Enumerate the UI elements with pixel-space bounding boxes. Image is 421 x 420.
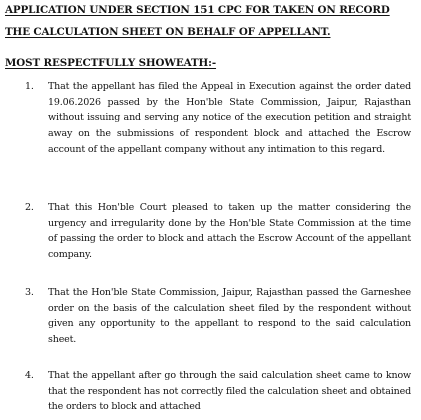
paragraph-number: 2. xyxy=(25,202,34,213)
paragraph-number: 3. xyxy=(25,287,34,298)
paragraph-number: 4. xyxy=(25,370,34,381)
paragraph-2 xyxy=(25,200,411,263)
paragraph-4 xyxy=(25,368,411,415)
paragraph-1 xyxy=(25,79,411,158)
paragraph-text: That the appellant after go through the said calculation sheet came to know that the respondent has not correctly filed the calculation sheet and obtained the orders to block and attached xyxy=(48,370,411,413)
paragraph-number: 1. xyxy=(25,81,34,92)
application-heading-line-2: THE CALCULATION SHEET ON BEHALF OF APPELLANT. xyxy=(5,26,331,38)
application-heading-line-1: APPLICATION UNDER SECTION 151 CPC FOR TAKEN ON RECORD xyxy=(5,4,390,16)
paragraph-text: That the appellant has filed the Appeal in Execution against the order dated 19.06.2026 passed by the Hon'ble State Commission, Jaipur, Rajasthan without issuing and serving any notice of the execution petition and straight away on the submissions of respondent block and attached the Escrow account of the appellant company without any intimation to this regard. xyxy=(48,81,411,155)
salutation-heading: MOST RESPECTFULLY SHOWEATH:- xyxy=(5,57,217,69)
paragraph-text: That this Hon'ble Court pleased to taken up the matter considering the urgency and irregularity done by the Hon'ble State Commission at the time of passing the order to block and attach the Escrow Account of the appellant company. xyxy=(48,202,411,261)
paragraph-3 xyxy=(25,285,411,348)
paragraph-text: That the Hon'ble State Commission, Jaipur, Rajasthan passed the Garneshee order on the basis of the calculation sheet filed by the respondent without given any opportunity to the appellant to respond to the said calculation sheet. xyxy=(48,287,411,346)
